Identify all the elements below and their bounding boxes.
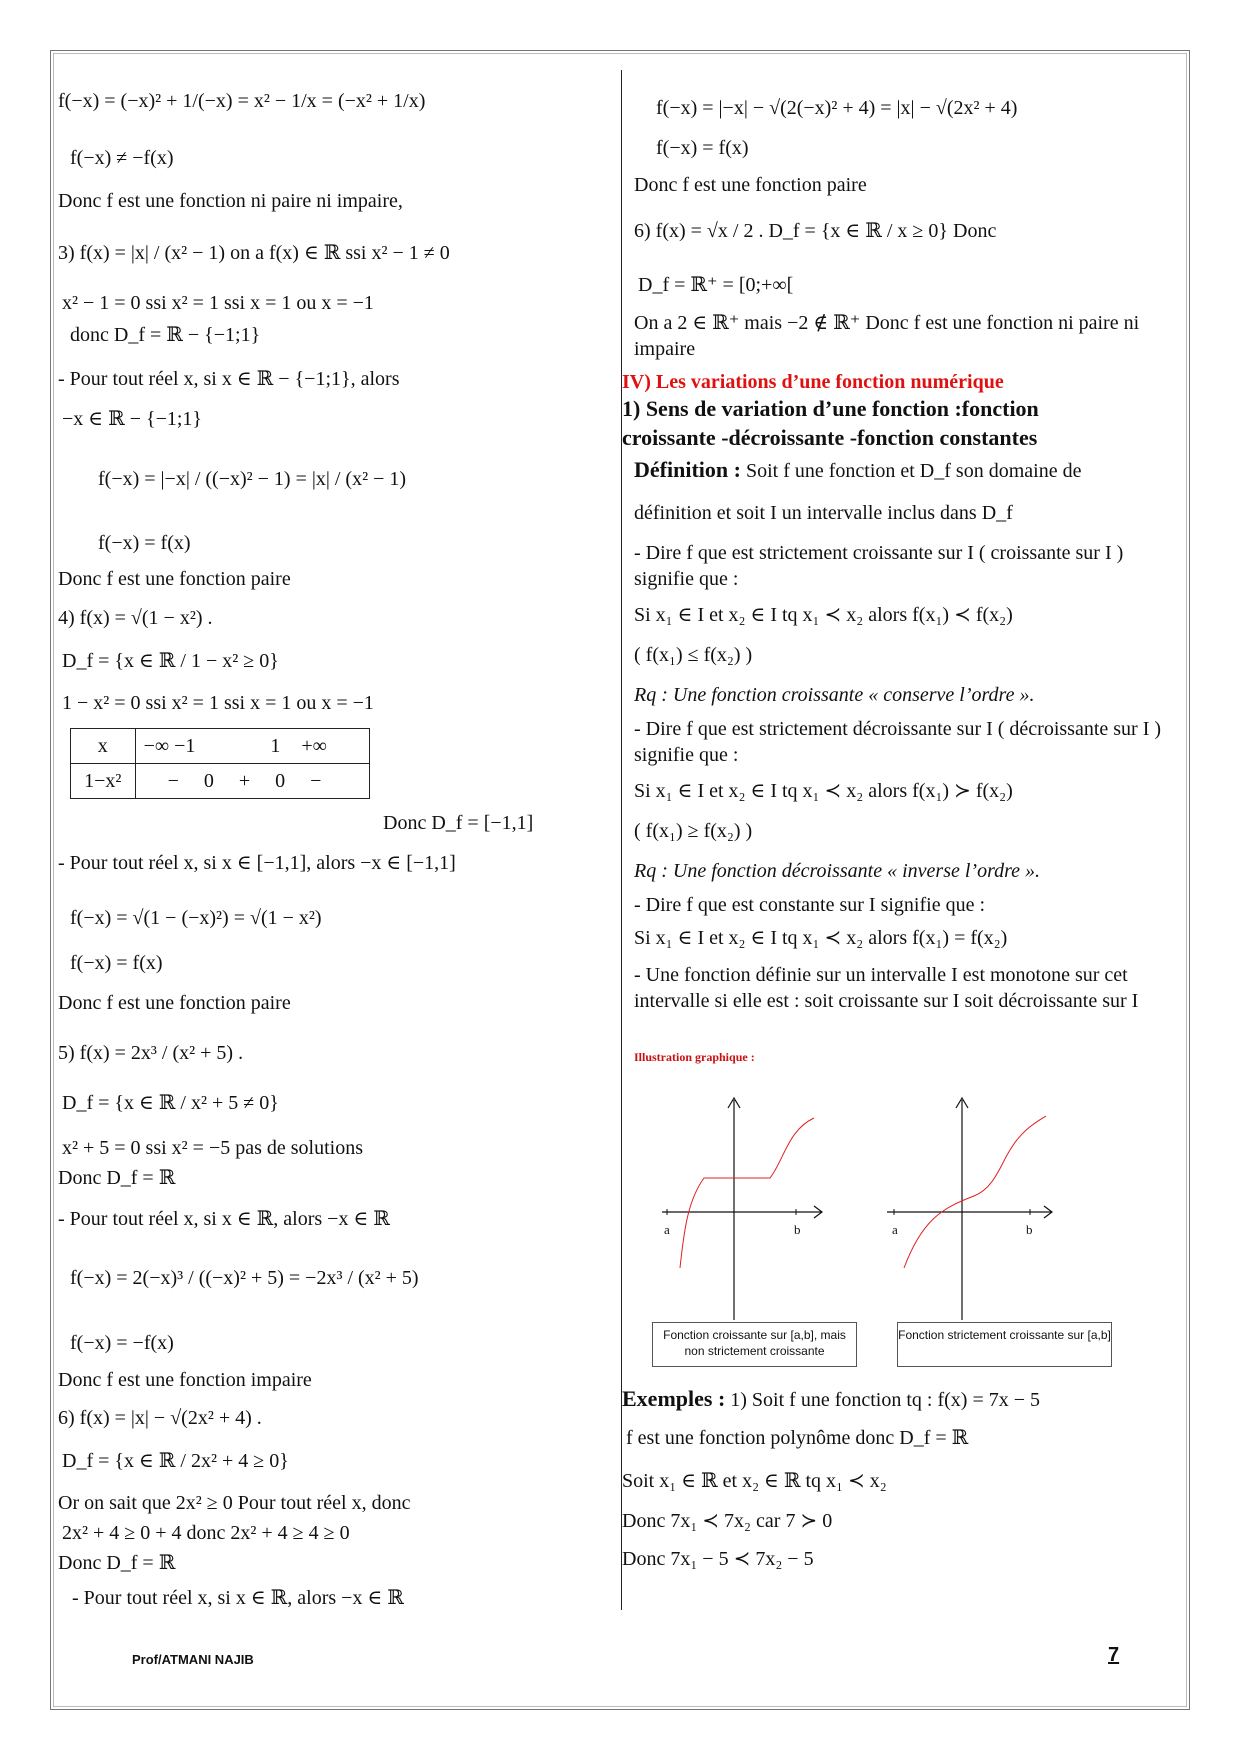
line: f(−x) = f(x): [656, 137, 749, 159]
line: −x ∈ ℝ − {−1;1}: [62, 408, 203, 430]
line: 1) Soit f une fonction tq : f(x) = 7x − 5: [725, 1389, 1041, 1411]
subsection-title: 1) Sens de variation d’une fonction :fonction croissante -décroissante -fonction constantes: [622, 396, 1039, 450]
line: Donc D_f = [−1,1]: [383, 812, 534, 834]
line: définition et soit I un intervalle inclus dans D_f: [634, 502, 1013, 524]
line: Donc f est une fonction paire: [58, 568, 291, 590]
line: Si x₁ ∈ I et x₂ ∈ I tq x₁ ≺ x₂ alors f(x₁) = f(x₂): [634, 927, 1008, 949]
line: x² − 1 = 0 ssi x² = 1 ssi x = 1 ou x = −1: [62, 292, 374, 314]
line: f(−x) = −f(x): [70, 1332, 174, 1354]
axis-label: b: [1026, 1222, 1033, 1237]
definition-label: Définition :: [634, 457, 741, 482]
sign-table-header: +∞: [301, 735, 327, 757]
line: Donc f est une fonction ni paire ni impaire,: [58, 190, 403, 212]
line: - Pour tout réel x, si x ∈ ℝ − {−1;1}, alors: [58, 368, 400, 390]
line: Donc f est une fonction impaire: [58, 1369, 312, 1391]
line: 4) f(x) = √(1 − x²) .: [58, 607, 213, 629]
line: D_f = ℝ⁺ = [0;+∞[: [638, 274, 794, 296]
line: ( f(x₁) ≥ f(x₂) ): [634, 820, 753, 842]
sign-table-cell: −: [310, 770, 322, 792]
line: D_f = {x ∈ ℝ / x² + 5 ≠ 0}: [62, 1092, 279, 1114]
line: Soit f une fonction et D_f son domaine de: [740, 460, 1082, 482]
line: f est une fonction polynôme donc D_f = ℝ: [626, 1427, 969, 1449]
sign-table-cell: −: [167, 770, 179, 792]
page-number: 7: [1108, 1644, 1120, 1666]
line: Donc 7x₁ − 5 ≺ 7x₂ − 5: [622, 1548, 814, 1570]
line: - Pour tout réel x, si x ∈ [−1,1], alors −x ∈ [−1,1]: [58, 852, 456, 874]
line: - Une fonction définie sur un intervalle I est monotone sur cet intervalle si elle est : soit croissante sur I soit décroissante sur I: [634, 964, 1139, 1012]
line: - Dire f que est constante sur I signifie que :: [634, 894, 986, 916]
line: 3) f(x) = |x| / (x² − 1) on a f(x) ∈ ℝ ssi x² − 1 ≠ 0: [58, 242, 450, 264]
line: f(−x) = f(x): [98, 532, 191, 554]
line: f(−x) = |−x| / ((−x)² − 1) = |x| / (x² − 1): [98, 468, 407, 490]
line: f(−x) = 2(−x)³ / ((−x)² + 5) = −2x³ / (x² + 5): [70, 1267, 419, 1289]
examples-label: Exemples :: [622, 1386, 726, 1411]
axis-label: a: [664, 1222, 670, 1237]
line: D_f = {x ∈ ℝ / 1 − x² ≥ 0}: [62, 650, 279, 672]
line: 1 − x² = 0 ssi x² = 1 ssi x = 1 ou x = −1: [62, 692, 374, 714]
axis-label: a: [892, 1222, 898, 1237]
line: ( f(x₁) ≤ f(x₂) ): [634, 644, 753, 666]
line: f(−x) = (−x)² + 1/(−x) = x² − 1/x = (−x² + 1/x): [58, 90, 426, 112]
sign-table-cell: 1−x²: [71, 764, 136, 799]
curve-increasing: [680, 1118, 814, 1268]
curve-strictly-increasing: [904, 1116, 1046, 1268]
footer-author: Prof/ATMANI NAJIB: [132, 1652, 254, 1667]
line: donc D_f = ℝ − {−1;1}: [70, 324, 261, 346]
line: Soit x₁ ∈ ℝ et x₂ ∈ ℝ tq x₁ ≺ x₂: [622, 1470, 887, 1492]
sign-table-cell: 0: [275, 770, 286, 792]
line: 6) f(x) = √x / 2 . D_f = {x ∈ ℝ / x ≥ 0} Donc: [634, 220, 997, 242]
line: 6) f(x) = |x| − √(2x² + 4) .: [58, 1407, 262, 1429]
line: On a 2 ∈ ℝ⁺ mais −2 ∉ ℝ⁺ Donc f est une fonction ni paire ni impaire: [634, 312, 1140, 360]
line: Donc D_f = ℝ: [58, 1552, 176, 1574]
line: Si x₁ ∈ I et x₂ ∈ I tq x₁ ≺ x₂ alors f(x₁) ≺ f(x₂): [634, 604, 1013, 626]
sign-table-header: 1: [270, 735, 281, 757]
sign-table: [70, 728, 370, 799]
sign-table-cell: +: [238, 770, 251, 792]
sign-table-header: x: [71, 729, 136, 764]
line: Donc D_f = ℝ: [58, 1167, 176, 1189]
illustration-label: Illustration graphique :: [634, 1050, 755, 1064]
line: x² + 5 = 0 ssi x² = −5 pas de solutions: [62, 1137, 364, 1159]
line: - Dire f que est strictement croissante sur I ( croissante sur I ) signifie que :: [634, 542, 1124, 590]
line: - Pour tout réel x, si x ∈ ℝ, alors −x ∈ ℝ: [58, 1208, 390, 1230]
line: f(−x) ≠ −f(x): [70, 147, 174, 169]
graph-illustration: [622, 1090, 1182, 1350]
section-title: IV) Les variations d’une fonction numérique: [622, 371, 1004, 393]
sign-table-header: −∞ −1: [143, 735, 196, 757]
line: Donc f est une fonction paire: [58, 992, 291, 1014]
line: Or on sait que 2x² ≥ 0 Pour tout réel x, donc: [58, 1492, 411, 1514]
sign-table-cell: 0: [203, 770, 214, 792]
column-divider: [621, 70, 622, 1610]
line: - Dire f que est strictement décroissante sur I ( décroissante sur I ) signifie que :: [634, 718, 1162, 766]
line: f(−x) = √(1 − (−x)²) = √(1 − x²): [70, 907, 322, 929]
line: f(−x) = f(x): [70, 952, 163, 974]
line: 2x² + 4 ≥ 0 + 4 donc 2x² + 4 ≥ 4 ≥ 0: [62, 1522, 350, 1544]
line: 5) f(x) = 2x³ / (x² + 5) .: [58, 1042, 244, 1064]
line: Si x₁ ∈ I et x₂ ∈ I tq x₁ ≺ x₂ alors f(x₁) ≻ f(x₂): [634, 780, 1013, 802]
graph-caption: Fonction croissante sur [a,b], mais non strictement croissante: [652, 1322, 857, 1367]
line: Rq : Une fonction croissante « conserve l’ordre ».: [634, 684, 1035, 706]
axis-label: b: [794, 1222, 801, 1237]
line: f(−x) = |−x| − √(2(−x)² + 4) = |x| − √(2x² + 4): [656, 97, 1018, 119]
line: Donc f est une fonction paire: [634, 174, 867, 196]
graph-caption: Fonction strictement croissante sur [a,b]: [897, 1322, 1112, 1367]
line: Rq : Une fonction décroissante « inverse l’ordre ».: [634, 860, 1041, 882]
line: Donc 7x₁ ≺ 7x₂ car 7 ≻ 0: [622, 1510, 833, 1532]
line: - Pour tout réel x, si x ∈ ℝ, alors −x ∈ ℝ: [72, 1587, 404, 1609]
line: D_f = {x ∈ ℝ / 2x² + 4 ≥ 0}: [62, 1450, 289, 1472]
